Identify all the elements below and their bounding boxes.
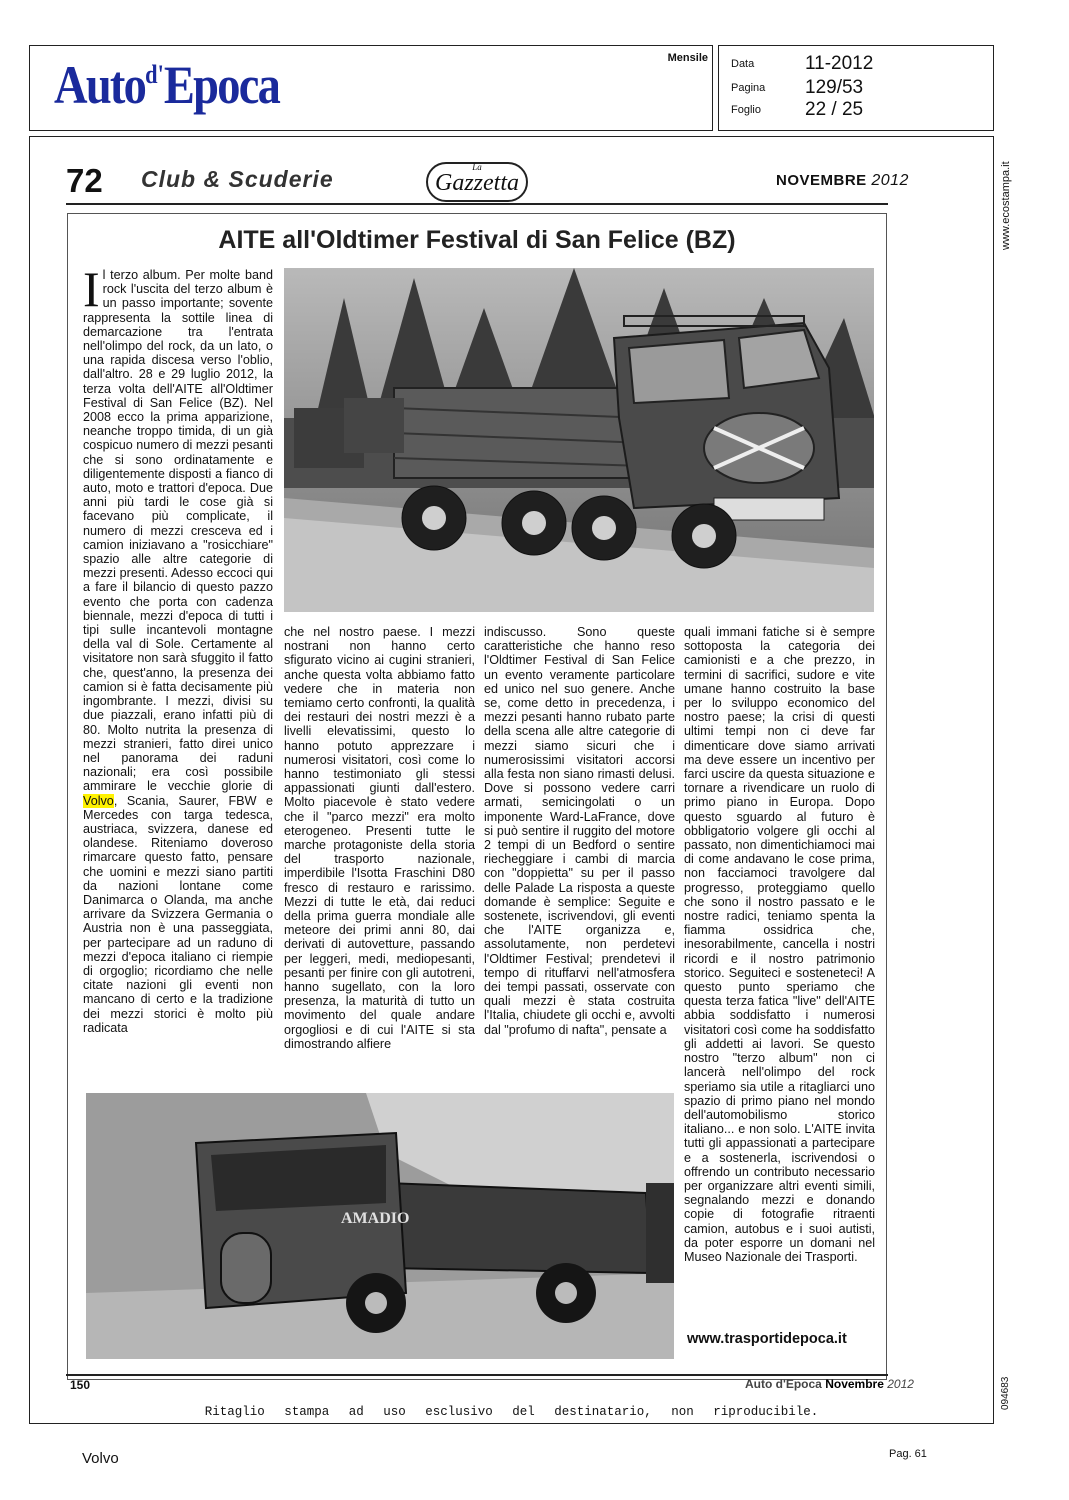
keyword-highlight: Volvo [83,793,114,808]
footer-magazine: Auto d'Epoca Novembre 2012 [745,1377,914,1391]
folio-number: 150 [70,1378,91,1392]
website-link[interactable]: www.trasportidepoca.it [687,1331,847,1347]
article-column-4: quali immani fatiche si è sempre sottoposta la categoria dei camionisti e a che prezzo, in termini di sacrifici, sudore e vite umane hanno costruito la base per lo sviluppo economico del nostro paese; la crisi di questi ultimi tempi non ci deve far dimenticare dove siamo arrivati ma deve essere un incentivo per farci uscire da questa situazione e tornare a rivendicare un ruolo di primo piano in Europa. Dopo questo sguardo al futuro è obbligatorio volgere gli occhi al passato, non dimentichiamoci mai di come andavano le cose prima, non facciamoci travolgere dal progresso, proteggiamo quello che sono il nostro passato e le nostre radici, teniamo spenta la fiamma ossidrica che, inesorabilmente, cancella i nostri ricordi e il nostro patrimonio storico. Seguiteci e sosteneteci! A questo punto speriamo che questa terza fatica "live" dell'AITE abbia soddisfatto i numerosi visitatori così come ha soddisfatto gli addetti ai lavori. Se questo nostro "terzo album" non ci lancerà nell'olimpo del rock speriamo sia utile a ritagliarci uno spazio di primo piano nel mondo dell'automobilismo storico italiano... e non solo. L'AITE invita tutti gli appassionati a partecipare e a sostenerla, iscrivendosi o offrendo un contributo necessario per organizzare altri eventi simili, segnalando mezzi e donando copie di fotografie ritraenti camion, autobus e i suoi autisti, da poter esporre un domani nel Museo Nazionale dei Trasporti. [684,625,875,1264]
side-url: www.ecostampa.it [1000,161,1012,250]
meta-date-value: 11-2012 [805,53,874,74]
frequency-label: Mensile [667,52,708,64]
truck-sign: AMADIO [341,1210,410,1227]
footer-rule [66,1374,888,1376]
meta-sheet: Foglio 22 / 25 [731,99,864,120]
clipping-keyword: Volvo [82,1450,119,1467]
meta-date: Data 11-2012 [731,53,874,74]
meta-page-value: 129/53 [805,77,864,98]
truck-photo-illustration [284,268,874,612]
clipping-disclaimer: Ritaglio stampa ad uso esclusivo del destinatario, non riproducibile. [204,1405,819,1419]
section-title: Club & Scuderie [141,166,334,192]
drop-cap: I [83,261,100,317]
photo-fiat-truck [284,268,874,612]
masthead-logo: Auto$^{d'}$Epoca [54,55,280,115]
header-rule [66,203,888,205]
clipping-page-index: Pag. 61 [889,1448,927,1460]
meta-sheet-value: 22 / 25 [805,99,864,120]
amadio-photo-illustration [86,1093,674,1359]
article-column-3: indiscusso. Sono queste caratteristiche che hanno reso l'Oldtimer Festival di San Felice un evento veramente particolare ed unico nel suo genere. Anche se, come detto in precedenza, i mezzi pesanti hanno rubato parte della scena alle altre categorie di mezzi siamo sicuri che i numerosissimi visitatori accorsi alla festa non siano rimasti delusi. Dove si possono vedere carri armati, semicingolati o un imponente Ward-LaFrance, dove si può sentire il ruggito del motore 2 tempi di un Bedford o sentire riecheggiare i cambi di marcia con "doppietta" su per il passo delle Palade La risposta a queste domande è semplice: Seguite e sostenete, iscrivendovi, gli eventi che l'AITE organizza e, assolutamente, non perdetevi l'Oldtimer Festival; prendetevi il tempo di rituffarvi nell'atmosfera dei tempi passati, osservate con quali mezzi è stata costruita l'Italia, chiudete gli occhi e, avvolti dal "profumo di nafta", pensate a [484,625,675,1037]
meta-page: Pagina 129/53 [731,77,864,98]
issue-date: NOVEMBRE 2012 [776,172,909,189]
article-column-2: che nel nostro paese. I mezzi nostrani non hanno certo sfigurato vicino ai cugini stranieri, anche questa volta abbiamo fatto vedere che in materia non temiamo certo confronti, la qualità dei restauri dei nostri mezzi è a livelli elevatissimi, questo lo hanno potuto apprezzare i numerosi visitatori, così come lo hanno testimoniato gli stessi appassionati giunti dall'estero. Molto piacevole è stato vedere che il "parco mezzi" era molto eterogeneo. Presenti tutte le marche protagoniste della storia del trasporto nazionale, imperdibile l'Isotta Fraschini D80 fresco di restauro e rarissimo. Mezzi di tutte le età, dai reduci della prima guerra mondiale alle meteore dei primi anni 80, dai derivati di autovetture, passando per leggeri, medi, mediopesanti, pesanti per finire con gli autotreni, hanno sugellato, con la loro presenza, la maturità di tutto un movimento del quale andare orgogliosi e di cui l'AITE si sta dimostrando alfiere [284,625,475,1051]
side-code: 094683 [1000,1376,1011,1410]
article-column-1: Il terzo album. Per molte band rock l'uscita del terzo album è un passo importante; sovente rappresenta la sottile linea di demarcazione tra l'entrata nell'olimpo del rock, da un lato, o una rapida discesa verso l'oblio, dall'altro. 28 e 29 luglio 2012, la terza volta dell'AITE all'Oldtimer Festival di San Felice (BZ). Nel 2008 ecco la prima apparizione, neanche troppo timida, di un già cospicuo numero di mezzi pesanti che si sono ordinatamente e diligentemente disposti a fianco di auto, moto e trattori d'epoca. Due anni più tardi le cose già si facevano più complicate, il numero di mezzi cresceva ed i camion iniziavano a "rosicchiare" spazio alle altre categorie di mezzi presenti. Adesso eccoci qui a fare il bilancio di questo pazzo evento che porta con cadenza biennale, mezzi d'epoca di tutti i tipi sulle incantevoli montagne della val di Sole. Certamente al visitatore non sarà sfuggito il fatto che, quest'anno, la presenza dei camion si è fatta decisamente più ingombrante. I mezzi, divisi su due piazzali, erano infatti più di 80. Molto nutrita la presenza di mezzi stranieri, fatto direi unico nel panorama dei raduni nazionali; era così possibile ammirare le vecchie glorie di Volvo, Scania, Saurer, FBW e Mercedes con targa tedesca, austriaca, svizzera, danese ed olandese. Riteniamo doveroso rimarcare questo fatto, pensare che uomini e mezzi siano partiti da nazioni lontane come Danimarca o Olanda, ma anche arrivare da Svizzera Germania o Austria non è una passeggiata, per partecipare ad un raduno di mezzi d'epoca italiano ci riempie di orgoglio; ricordiamo che nelle citate nazioni gli eventi non mancano di certo e la tradizione dei mezzi storici è molto più radicata [83,261,273,1035]
article-headline: AITE all'Oldtimer Festival di San Felice (BZ) [218,226,736,254]
magazine-page-number: 72 [66,162,103,199]
clipping-meta-box [718,45,994,131]
masthead-box [29,45,713,131]
gazzetta-logo: La Gazzetta [426,162,528,202]
photo-amadio-truck [86,1093,674,1359]
